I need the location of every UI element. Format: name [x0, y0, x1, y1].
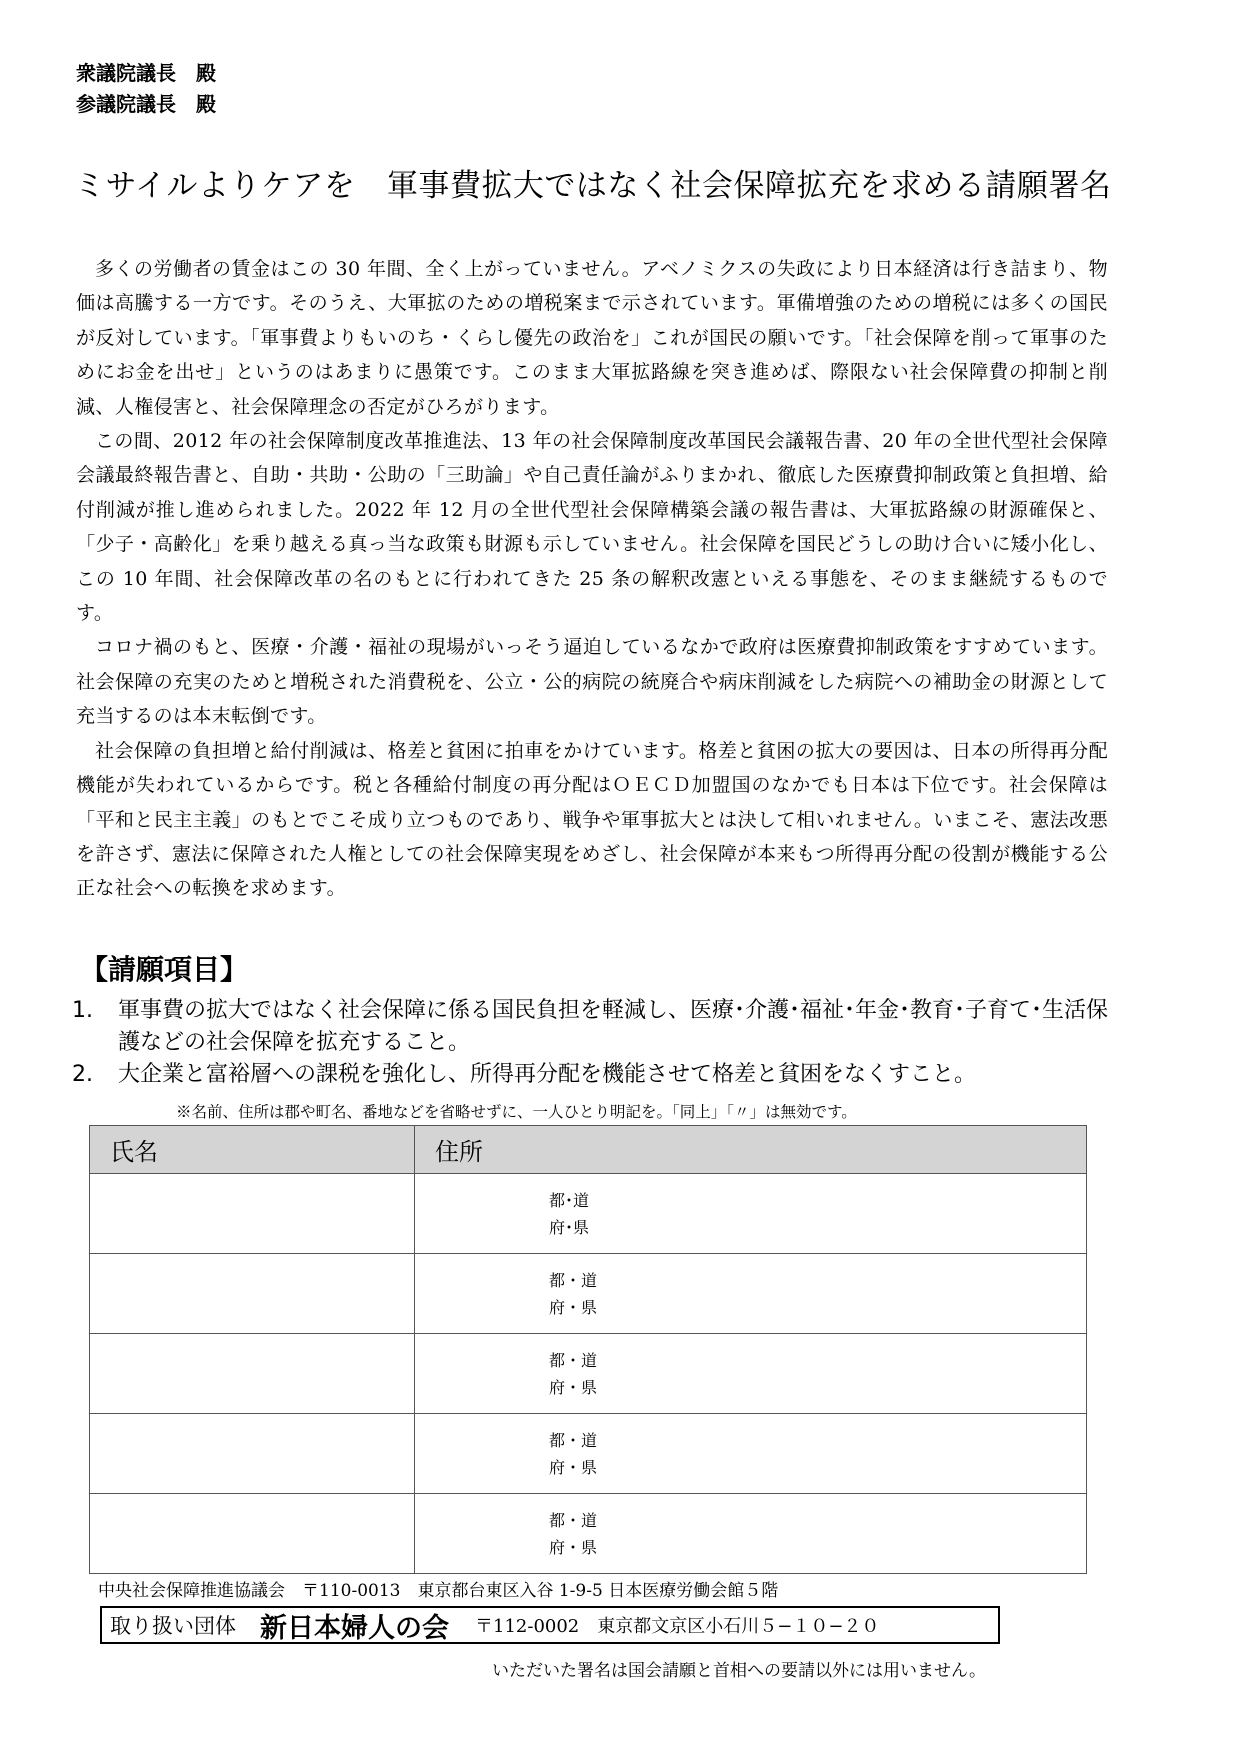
table-row [90, 1414, 1087, 1494]
address-field[interactable] [415, 1414, 1087, 1494]
prefecture-label [549, 1507, 1085, 1561]
prefecture-line: 府･県 [549, 1217, 590, 1237]
item-number: 1. [72, 998, 93, 1023]
prefecture-line: 府・県 [549, 1377, 598, 1397]
prefecture-label [549, 1187, 1085, 1241]
table-header-row [90, 1126, 1087, 1174]
prefecture-label [549, 1427, 1085, 1481]
paragraph: 社会保障の負担増と給付削減は、格差と貧困に拍車をかけています。格差と貧困の拡大の要因は、日本の所得再分配機能が失われているからです。税と各種給付制度の再分配はＯＥＣＤ加盟国のなかでも日本は下位です。社会保障は「平和と民主主義」のもとでこそ成り立つものであり、戦争や軍事拡大とは決して相いれません。いまこそ、憲法改悪を許さず、憲法に保障された人権としての社会保障実現をめざし、社会保障が本来もつ所得再分配の役割が機能する公正な社会への転換を求めます。 [76, 739, 1108, 900]
petition-items-heading: 【請願項目】 [80, 953, 249, 986]
handler-address: 〒112-0002 東京都文京区小石川５−１０−２０ [475, 1616, 880, 1637]
addressee-block [76, 58, 216, 120]
address-field[interactable] [415, 1254, 1087, 1334]
table-row [90, 1494, 1087, 1574]
table-row [90, 1254, 1087, 1334]
name-field[interactable] [90, 1414, 415, 1494]
petition-item [72, 1059, 1122, 1091]
name-field[interactable] [90, 1174, 415, 1254]
item-number: 2. [72, 1062, 93, 1087]
item-text: 軍事費の拡大ではなく社会保障に係る国民負担を軽減し、医療･介護･福祉･年金･教育･子育て･生活保護などの社会保障を拡充すること。 [118, 998, 1109, 1055]
prefecture-line: 都・道 [549, 1430, 598, 1450]
signature-table [89, 1125, 1087, 1574]
prefecture-line: 都･道 [549, 1190, 590, 1210]
address-column-header: 住所 [415, 1126, 1087, 1174]
petition-items-list [72, 995, 1122, 1091]
name-field[interactable] [90, 1494, 415, 1574]
prefecture-line: 府・県 [549, 1457, 598, 1477]
name-field[interactable] [90, 1254, 415, 1334]
address-field[interactable] [415, 1334, 1087, 1414]
table-row [90, 1174, 1087, 1254]
petition-body [76, 252, 1108, 906]
prefecture-line: 都・道 [549, 1350, 598, 1370]
paragraph: コロナ禍のもと、医療・介護・福祉の現場がいっそう逼迫しているなかで政府は医療費抑制政策をすすめています。社会保障の充実のためと増税された消費税を、公立・公的病院の統廃合や病床削減をした病院への補助金の財源として充当するのは本末転倒です。 [76, 636, 1108, 728]
prefecture-line: 府・県 [549, 1537, 598, 1557]
address-field[interactable] [415, 1174, 1087, 1254]
privacy-note: いただいた署名は国会請願と首相への要請以外には用いません。 [492, 1661, 987, 1681]
prefecture-line: 都・道 [549, 1270, 598, 1290]
organizer-info: 中央社会保障推進協議会 〒110-0013 東京都台東区入谷 1-9-5 日本医療労働会館５階 [98, 1581, 779, 1601]
prefecture-label [549, 1267, 1085, 1321]
prefecture-line: 府・県 [549, 1297, 598, 1317]
petition-title: ミサイルよりケアを 軍事費拡大ではなく社会保障拡充を求める請願署名 [74, 168, 1112, 204]
addressee-house-of-representatives: 衆議院議長 殿 [76, 61, 216, 85]
prefecture-line: 都・道 [549, 1510, 598, 1530]
handler-label: 取り扱い団体 [110, 1614, 236, 1638]
name-field[interactable] [90, 1334, 415, 1414]
name-column-header: 氏名 [90, 1126, 415, 1174]
paragraph: この間、2012 年の社会保障制度改革推進法、13 年の社会保障制度改革国民会議報告書、20 年の全世代型社会保障会議最終報告書と、自助・共助・公助の「三助論」や自己責任論がふりまかれ、徹底した医療費抑制政策と負担増、給付削減が推し進められました。2022 年 12 月の全世代型社会保障構築会議の報告書は、大軍拡路線の財源確保と、「少子・高齢化」を乗り越える真っ当な政策も財源も示していません。社会保障を国民どうしの助け合いに矮小化し、この 10 年間、社会保障改革の名のもとに行われてきた 25 条の解釈改憲といえる事態を、そのまま継続するものです。 [76, 430, 1108, 625]
signature-note: ※名前、住所は郡や町名、番地などを省略せずに、一人ひとり明記を。「同上」「〃」は無効です。 [176, 1103, 857, 1121]
handling-organization-box [100, 1606, 1000, 1644]
prefecture-label [549, 1347, 1085, 1401]
paragraph: 多くの労働者の賃金はこの 30 年間、全く上がっていません。アベノミクスの失政により日本経済は行き詰まり、物価は高騰する一方です。そのうえ、大軍拡のための増税案まで示されています。軍備増強のための増税には多くの国民が反対しています。「軍事費よりもいのち・くらし優先の政治を」これが国民の願いです。「社会保障を削って軍事のためにお金を出せ」というのはあまりに愚策です。このまま大軍拡路線を突き進めば、際限ない社会保障費の抑制と削減、人権侵害と、社会保障理念の否定がひろがります。 [76, 258, 1108, 418]
address-field[interactable] [415, 1494, 1087, 1574]
addressee-house-of-councillors: 参議院議長 殿 [76, 92, 216, 116]
handler-organization-name: 新日本婦人の会 [260, 1612, 449, 1644]
table-row [90, 1334, 1087, 1414]
petition-item [72, 995, 1122, 1059]
item-text: 大企業と富裕層への課税を強化し、所得再分配を機能させて格差と貧困をなくすこと。 [118, 1062, 977, 1087]
